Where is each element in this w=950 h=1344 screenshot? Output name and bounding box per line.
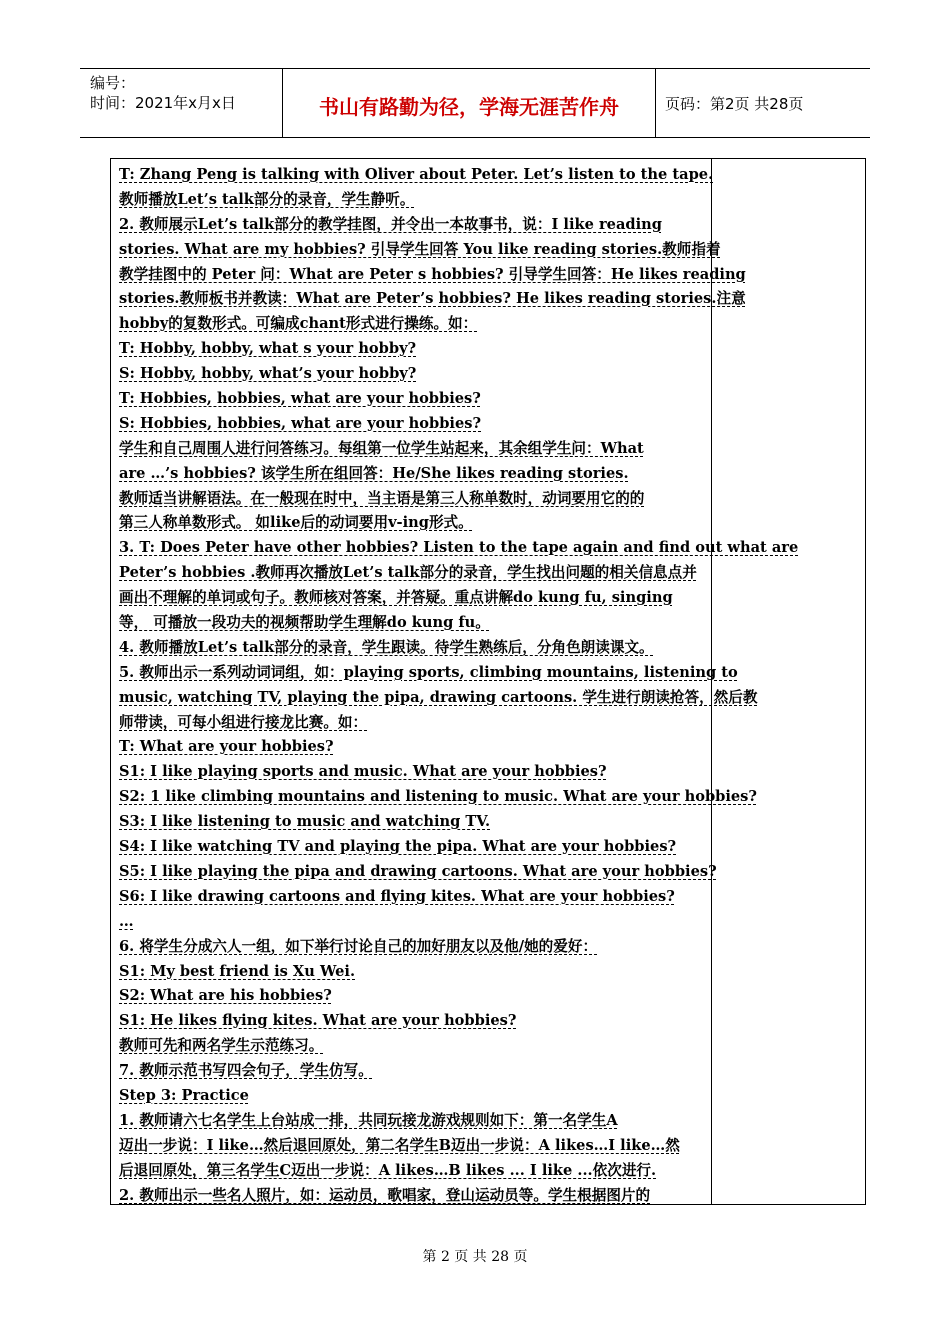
content-line xyxy=(119,1009,703,1034)
content-line xyxy=(119,636,703,661)
content-line xyxy=(119,412,703,437)
content-line xyxy=(119,835,703,860)
content-line xyxy=(119,163,714,188)
content-line-text: 画出不理解的单词或句子。教师核对答案，并答疑。重点讲解do kung fu, singing xyxy=(119,589,673,607)
content-line-text: are …’s hobbies? 该学生所在组回答：He/She likes reading stories. xyxy=(119,464,629,482)
content-line-text: 5. 教师出示一系列动词词组，如：playing sports, climbing mountains, listening to xyxy=(119,663,738,681)
content-line-text: 3. T: Does Peter have other hobbies? Listen to the tape again and find out what are xyxy=(119,539,799,557)
content-line-text: Step 3: Practice xyxy=(119,1086,249,1104)
content-line-text: hobby的复数形式。可编成chant形式进行操练。如： xyxy=(119,315,478,333)
page-info: 页码：第2页 共28页 xyxy=(665,95,804,113)
content-line xyxy=(119,362,703,387)
content-line-text: S3: I like listening to music and watching TV. xyxy=(119,813,491,831)
content-line xyxy=(119,785,757,810)
content-line xyxy=(119,661,738,686)
content-line-text: S4: I like watching TV and playing the pipa. What are your hobbies? xyxy=(119,838,677,856)
content-line-text: Peter’s hobbies .教师再次播放Let’s talk部分的录音，学生找出问题的相关信息点并 xyxy=(119,564,697,582)
content-line xyxy=(119,611,703,636)
content-line xyxy=(119,984,703,1009)
content-line xyxy=(119,1034,703,1059)
page-footer: 第 2 页 共 28 页 xyxy=(422,1249,528,1265)
content-line-text: T: What are your hobbies? xyxy=(119,738,334,756)
content-line xyxy=(119,735,703,760)
content-line-text: 教师播放Let’s talk部分的录音，学生静听。 xyxy=(119,190,415,208)
content-line xyxy=(119,387,703,412)
content-line xyxy=(119,910,703,935)
content-line-text: 师带读，可每小组进行接龙比赛。如： xyxy=(119,713,368,731)
content-line-text: 第三人称单数形式。 如like后的动词要用v-ing形式。 xyxy=(119,514,473,532)
content-line-text: stories.教师板书并教读：What are Peter’s hobbies? He likes reading stories.注意 xyxy=(119,290,746,308)
content-line-text: T: Hobbies, hobbies, what are your hobbies? xyxy=(119,390,481,408)
header-meta-cell xyxy=(80,69,282,137)
document-date: 时间：2021年x月x日 xyxy=(90,94,236,112)
content-line-text: S2: What are his hobbies? xyxy=(119,987,332,1005)
content-line-text: 教师可先和两名学生示范练习。 xyxy=(119,1037,324,1055)
content-line-text: 教师适当讲解语法。在一般现在时中，当主语是第三人称单数时，动词要用它的的 xyxy=(119,489,645,507)
content-line xyxy=(119,188,703,213)
content-line xyxy=(119,536,799,561)
content-line-text: T: Hobby, hobby, what s your hobby? xyxy=(119,340,417,358)
content-line-text: S1: I like playing sports and music. What are your hobbies? xyxy=(119,763,607,781)
lesson-table xyxy=(110,158,866,1205)
content-line-text: 学生和自己周围人进行问答练习。每组第一位学生站起来，其余组学生问：What xyxy=(119,439,644,457)
content-line xyxy=(119,263,746,288)
content-line-text: 后退回原处，第三名学生C迈出一步说：A likes…B likes ... I like ...依次进行. xyxy=(119,1161,657,1179)
content-line xyxy=(119,487,703,512)
content-line-text: S: Hobbies, hobbies, what are your hobbies? xyxy=(119,414,482,432)
document-header xyxy=(80,68,870,138)
content-line-text: … xyxy=(119,912,134,930)
content-line-text: 2. 教师出示一些名人照片，如：运动员，歌唱家，登山运动员等。学生根据图片的 xyxy=(119,1186,651,1204)
content-line xyxy=(119,711,703,736)
content-line-text: S6: I like drawing cartoons and flying kites. What are your hobbies? xyxy=(119,887,675,905)
content-line-text: S5: I like playing the pipa and drawing cartoons. What are your hobbies? xyxy=(119,862,717,880)
content-line xyxy=(119,586,703,611)
document-number-label: 编号： xyxy=(90,74,136,92)
content-line xyxy=(119,1084,703,1109)
content-line-text: 等， 可播放一段功夫的视频帮助学生理解do kung fu。 xyxy=(119,614,490,632)
lesson-content xyxy=(119,163,799,1208)
content-line xyxy=(119,1134,703,1159)
header-page-cell xyxy=(655,69,870,137)
content-line xyxy=(119,213,703,238)
content-line-text: S2: 1 like climbing mountains and listening to music. What are your hobbies? xyxy=(119,788,757,806)
content-line xyxy=(119,287,746,312)
content-line xyxy=(119,462,703,487)
content-line xyxy=(119,1059,703,1084)
content-line xyxy=(119,312,703,337)
content-line-text: 7. 教师示范书写四会句子，学生仿写。 xyxy=(119,1062,373,1080)
content-line xyxy=(119,337,703,362)
content-line-text: 2. 教师展示Let’s talk部分的教学挂图，并令出一本故事书，说：I like reading xyxy=(119,215,662,233)
content-line-text: S1: My best friend is Xu Wei. xyxy=(119,962,356,980)
content-line-text: 迈出一步说：I like…然后退回原处，第二名学生B迈出一步说：A likes…I like…然 xyxy=(119,1136,680,1154)
content-line xyxy=(119,960,703,985)
content-line-text: 4. 教师播放Let’s talk部分的录音，学生跟读。待学生熟练后，分角色朗读课文。 xyxy=(119,638,654,656)
content-line xyxy=(119,885,703,910)
content-line xyxy=(119,1109,703,1134)
motto-text: 书山有路勤为径，学海无涯苦作舟 xyxy=(319,95,619,119)
content-line xyxy=(119,686,758,711)
content-line-text: 1. 教师请六七名学生上台站成一排，共同玩接龙游戏规则如下：第一名学生A xyxy=(119,1111,618,1129)
content-line xyxy=(119,1159,703,1184)
content-line xyxy=(119,760,703,785)
content-line xyxy=(119,860,717,885)
content-line xyxy=(119,935,703,960)
content-line-text: S1: He likes flying kites. What are your hobbies? xyxy=(119,1012,517,1030)
content-line-text: 教学挂图中的 Peter 问：What are Peter s hobbies? 引导学生回答：He likes reading xyxy=(119,265,746,283)
header-motto-cell xyxy=(282,69,656,137)
content-line-text: stories. What are my hobbies? 引导学生回答 You like reading stories.教师指着 xyxy=(119,240,721,258)
content-line xyxy=(119,238,721,263)
content-line xyxy=(119,810,703,835)
content-line xyxy=(119,437,703,462)
content-line-text: music, watching TV, playing the pipa, drawing cartoons. 学生进行朗读抢答，然后教 xyxy=(119,688,758,706)
table-column-divider xyxy=(711,159,712,1204)
content-line-text: T: Zhang Peng is talking with Oliver about Peter. Let’s listen to the tape. xyxy=(119,166,714,183)
content-line-text: S: Hobby, hobby, what’s your hobby? xyxy=(119,365,417,383)
content-line xyxy=(119,511,703,536)
content-line xyxy=(119,1184,703,1209)
content-line xyxy=(119,561,703,586)
content-line-text: 6. 将学生分成六人一组，如下举行讨论自己的加好朋友以及他/她的爱好： xyxy=(119,937,598,955)
